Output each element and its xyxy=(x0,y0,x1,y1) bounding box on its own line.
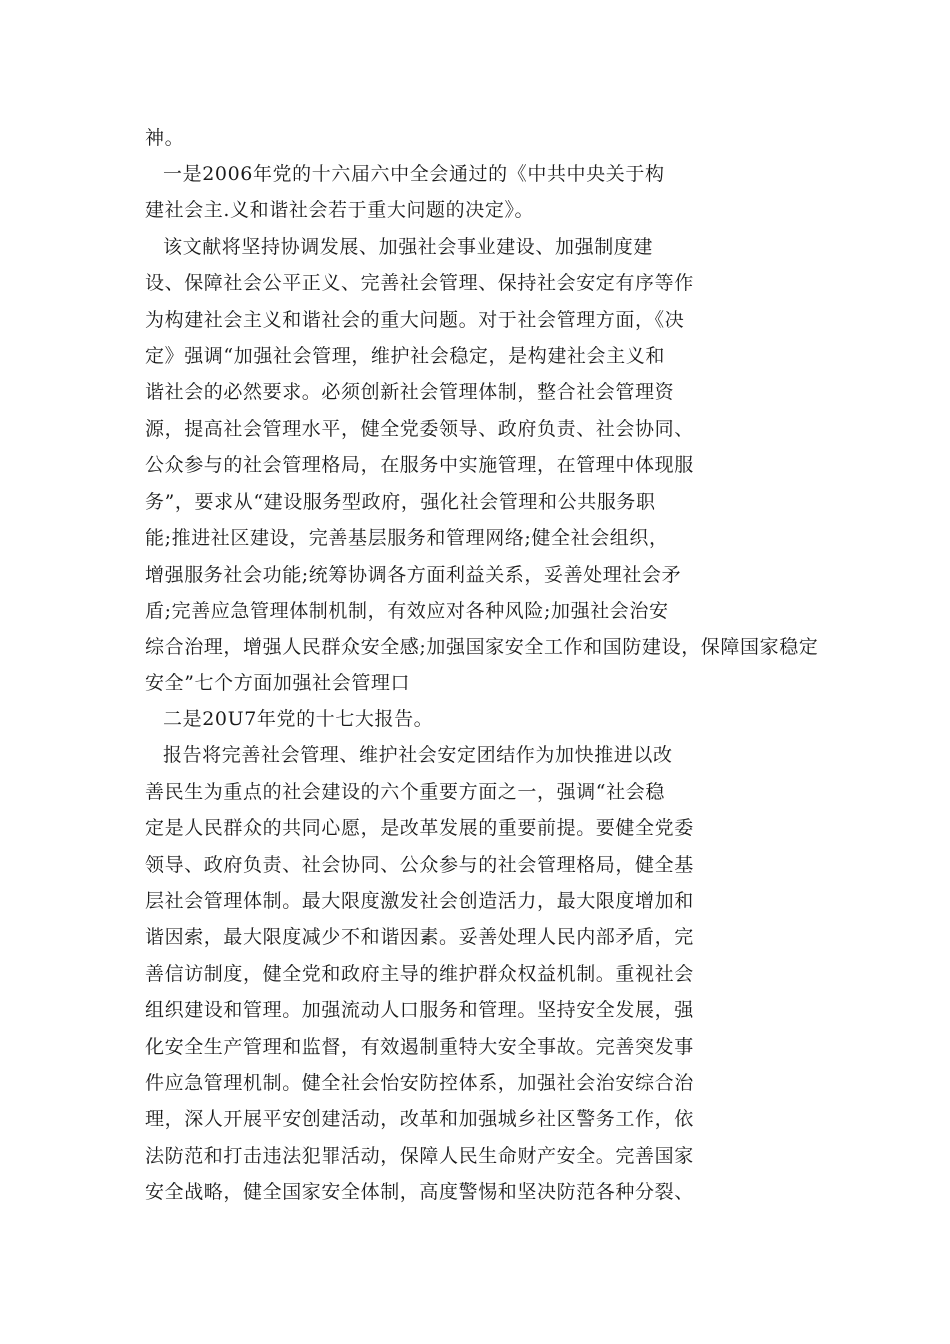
text-line: 为构建社会主义和谐社会的重大问题。对于社会管理方面，《决 xyxy=(145,309,685,331)
text-line: 务”，要求从“建设服务型政府，强化社会管理和公共服务职 xyxy=(145,491,656,513)
text-line: 报告将完善社会管理、维护社会安定团结作为加快推进以改 xyxy=(163,744,673,766)
text-line: 谐因索，最大限度减少不和谐因素。妥善处理人民内部矛盾，完 xyxy=(145,926,694,948)
text-line: 件应急管理机制。健全社会怡安防控体系，加强社会治安综合治 xyxy=(145,1072,694,1094)
text-line: 盾;完善应急管理体制机制，有效应对各种风险;加强社会治安 xyxy=(145,600,669,622)
text-line: 组织建设和管理。加强流动人口服务和管理。坚持安全发展，强 xyxy=(145,999,694,1021)
text-line: 定是人民群众的共同心愿，是改革发展的重要前提。要健全党委 xyxy=(145,817,694,839)
text-line: 理，深人开展平安创建活动，改革和加强城乡社区警务工作，依 xyxy=(145,1108,694,1130)
text-line: 源，提高社会管理水平，健全党委领导、政府负责、社会协同、 xyxy=(145,418,694,440)
text-line: 建社会主.义和谐社会若于重大问题的决定》。 xyxy=(145,199,535,221)
text-line: 领导、政府负责、社会协同、公众参与的社会管理格局，健全基 xyxy=(145,854,694,876)
text-line: 善信访制度，健全党和政府主导的维护群众权益机制。重视社会 xyxy=(145,963,694,985)
text-line: 定》强调“加强社会管理，维护社会稳定，是构建社会主义和 xyxy=(145,345,665,367)
text-line: 一是2006年党的十六届六中全会通过的《中共中央关于构 xyxy=(163,163,665,185)
text-line: 综合治理，增强人民群众安全感;加强国家安全工作和国防建设，保障国家稳定 xyxy=(145,636,819,658)
text-line: 安全战略，健全国家安全体制，高度警惕和坚决防范各种分裂、 xyxy=(145,1181,694,1203)
text-line: 层社会管理体制。最大限度激发社会创造活力，最大限度增加和 xyxy=(145,890,694,912)
text-line: 公众参与的社会管理格局，在服务中实施管理，在管理中体现服 xyxy=(145,454,694,476)
text-line: 该文献将坚持协调发展、加强社会事业建设、加强制度建 xyxy=(163,236,654,258)
text-line: 善民生为重点的社会建设的六个重要方面之一，强调“社会稳 xyxy=(145,781,665,803)
text-line: 二是20U7年党的十七大报告。 xyxy=(163,708,434,730)
text-line: 增强服务社会功能;统筹协调各方面利益关系，妥善处理社会矛 xyxy=(145,564,682,586)
text-line: 化安全生产管理和监督，有效遏制重特大安全事故。完善突发事 xyxy=(145,1036,694,1058)
text-line: 神。 xyxy=(145,127,185,149)
text-line: 法防范和打击违法犯罪活动，保障人民生命财产安全。完善国家 xyxy=(145,1145,694,1167)
text-line: 设、保障社会公平正义、完善社会管理、保持社会安定有序等作 xyxy=(145,272,694,294)
text-line: 安全”七个方面加强社会管理口 xyxy=(145,672,411,694)
text-line: 能;推进社区建设，完善基层服务和管理网络;健全社会组织， xyxy=(145,527,669,549)
text-line: 谐社会的必然要求。必须创新社会管理体制，整合社会管理资 xyxy=(145,381,675,403)
